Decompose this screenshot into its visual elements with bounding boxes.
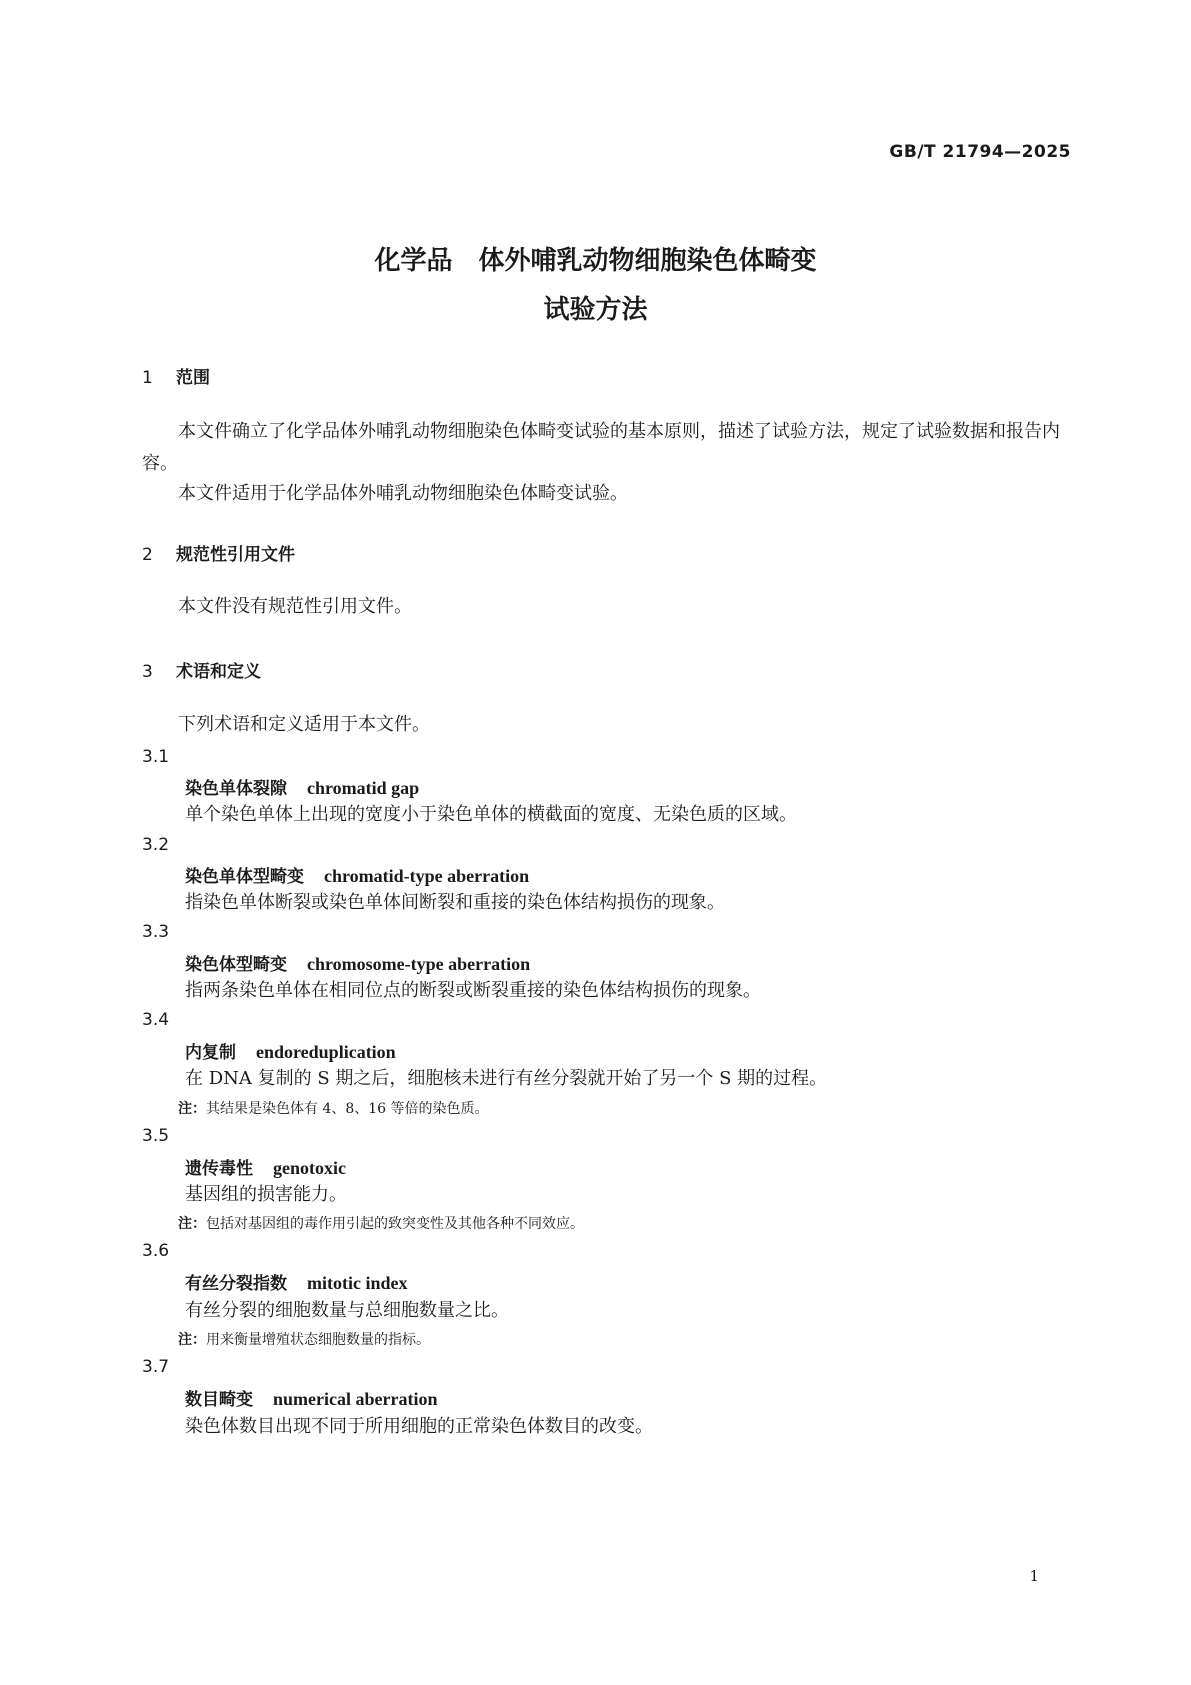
note-text: 包括对基因组的毒作用引起的致突变性及其他各种不同效应。 [206,1216,584,1232]
term-definition: 指两条染色单体在相同位点的断裂或断裂重接的染色体结构损伤的现象。 [185,980,761,1001]
term-english: chromatid gap [307,778,420,798]
term-entry [185,1269,408,1294]
term-number: 3.4 [142,1010,170,1030]
section-1-paragraph-1: 本文件确立了化学品体外哺乳动物细胞染色体畸变试验的基本原则，描述了试验方法，规定了试验数据和报告内容。 [142,421,1060,474]
section-number: 2 [142,545,153,565]
term-chinese: 遗传毒性 [185,1159,253,1179]
section-title: 范围 [176,368,210,388]
document-title-line-2: 试验方法 [543,295,648,325]
term-definition: 基因组的损害能力。 [185,1184,347,1205]
term-chinese: 染色体型畸变 [185,955,287,975]
term-chinese: 有丝分裂指数 [185,1274,287,1294]
note-label: 注： [178,1216,206,1232]
term-note [178,1213,584,1233]
term-chinese: 数目畸变 [185,1390,253,1410]
term-english: chromosome-type aberration [307,954,531,974]
term-chinese: 染色单体裂隙 [185,779,287,799]
term-definition: 染色体数目出现不同于所用细胞的正常染色体数目的改变。 [185,1416,653,1437]
term-number: 3.2 [142,835,170,855]
term-english: numerical aberration [273,1389,438,1409]
page-number: 1 [1029,1567,1039,1585]
section-number: 3 [142,662,153,682]
note-label: 注： [178,1332,206,1348]
document-title-line-1: 化学品 体外哺乳动物细胞染色体畸变 [374,246,817,276]
term-definition: 在 DNA 复制的 S 期之后，细胞核未进行有丝分裂就开始了另一个 S 期的过程。 [185,1068,828,1089]
term-definition: 指染色单体断裂或染色单体间断裂和重接的染色体结构损伤的现象。 [185,892,725,913]
section-3-paragraph-1: 下列术语和定义适用于本文件。 [178,714,430,735]
note-label: 注： [178,1101,206,1117]
term-chinese: 染色单体型畸变 [185,867,304,887]
section-number: 1 [142,368,153,388]
note-text: 其结果是染色体有 4、8、16 等倍的染色质。 [206,1101,489,1117]
term-entry [185,1038,396,1063]
term-definition: 有丝分裂的细胞数量与总细胞数量之比。 [185,1300,509,1321]
term-number: 3.3 [142,922,170,942]
standard-number: GB/T 21794—2025 [889,142,1071,162]
term-number: 3.1 [142,747,170,767]
term-entry [185,950,530,975]
term-number: 3.5 [142,1126,170,1146]
term-entry [185,1385,437,1410]
term-number: 3.6 [142,1241,170,1261]
term-english: genotoxic [273,1158,346,1178]
term-number: 3.7 [142,1357,170,1377]
section-2-heading [142,540,295,565]
term-note [178,1329,430,1349]
term-entry [185,774,419,799]
term-entry [185,1154,346,1179]
note-text: 用来衡量增殖状态细胞数量的指标。 [206,1332,430,1348]
term-definition: 单个染色单体上出现的宽度小于染色单体的横截面的宽度、无染色质的区域。 [185,804,797,825]
section-2-paragraph-1: 本文件没有规范性引用文件。 [178,596,412,617]
section-3-heading [142,657,261,682]
term-english: chromatid-type aberration [324,866,530,886]
section-title: 术语和定义 [176,662,261,682]
section-1-heading [142,363,210,388]
term-english: endoreduplication [256,1042,396,1062]
term-chinese: 内复制 [185,1043,236,1063]
section-title: 规范性引用文件 [176,545,295,565]
term-note [178,1098,489,1118]
section-1-paragraph-2: 本文件适用于化学品体外哺乳动物细胞染色体畸变试验。 [178,483,628,504]
term-entry [185,862,529,887]
term-english: mitotic index [307,1273,408,1293]
